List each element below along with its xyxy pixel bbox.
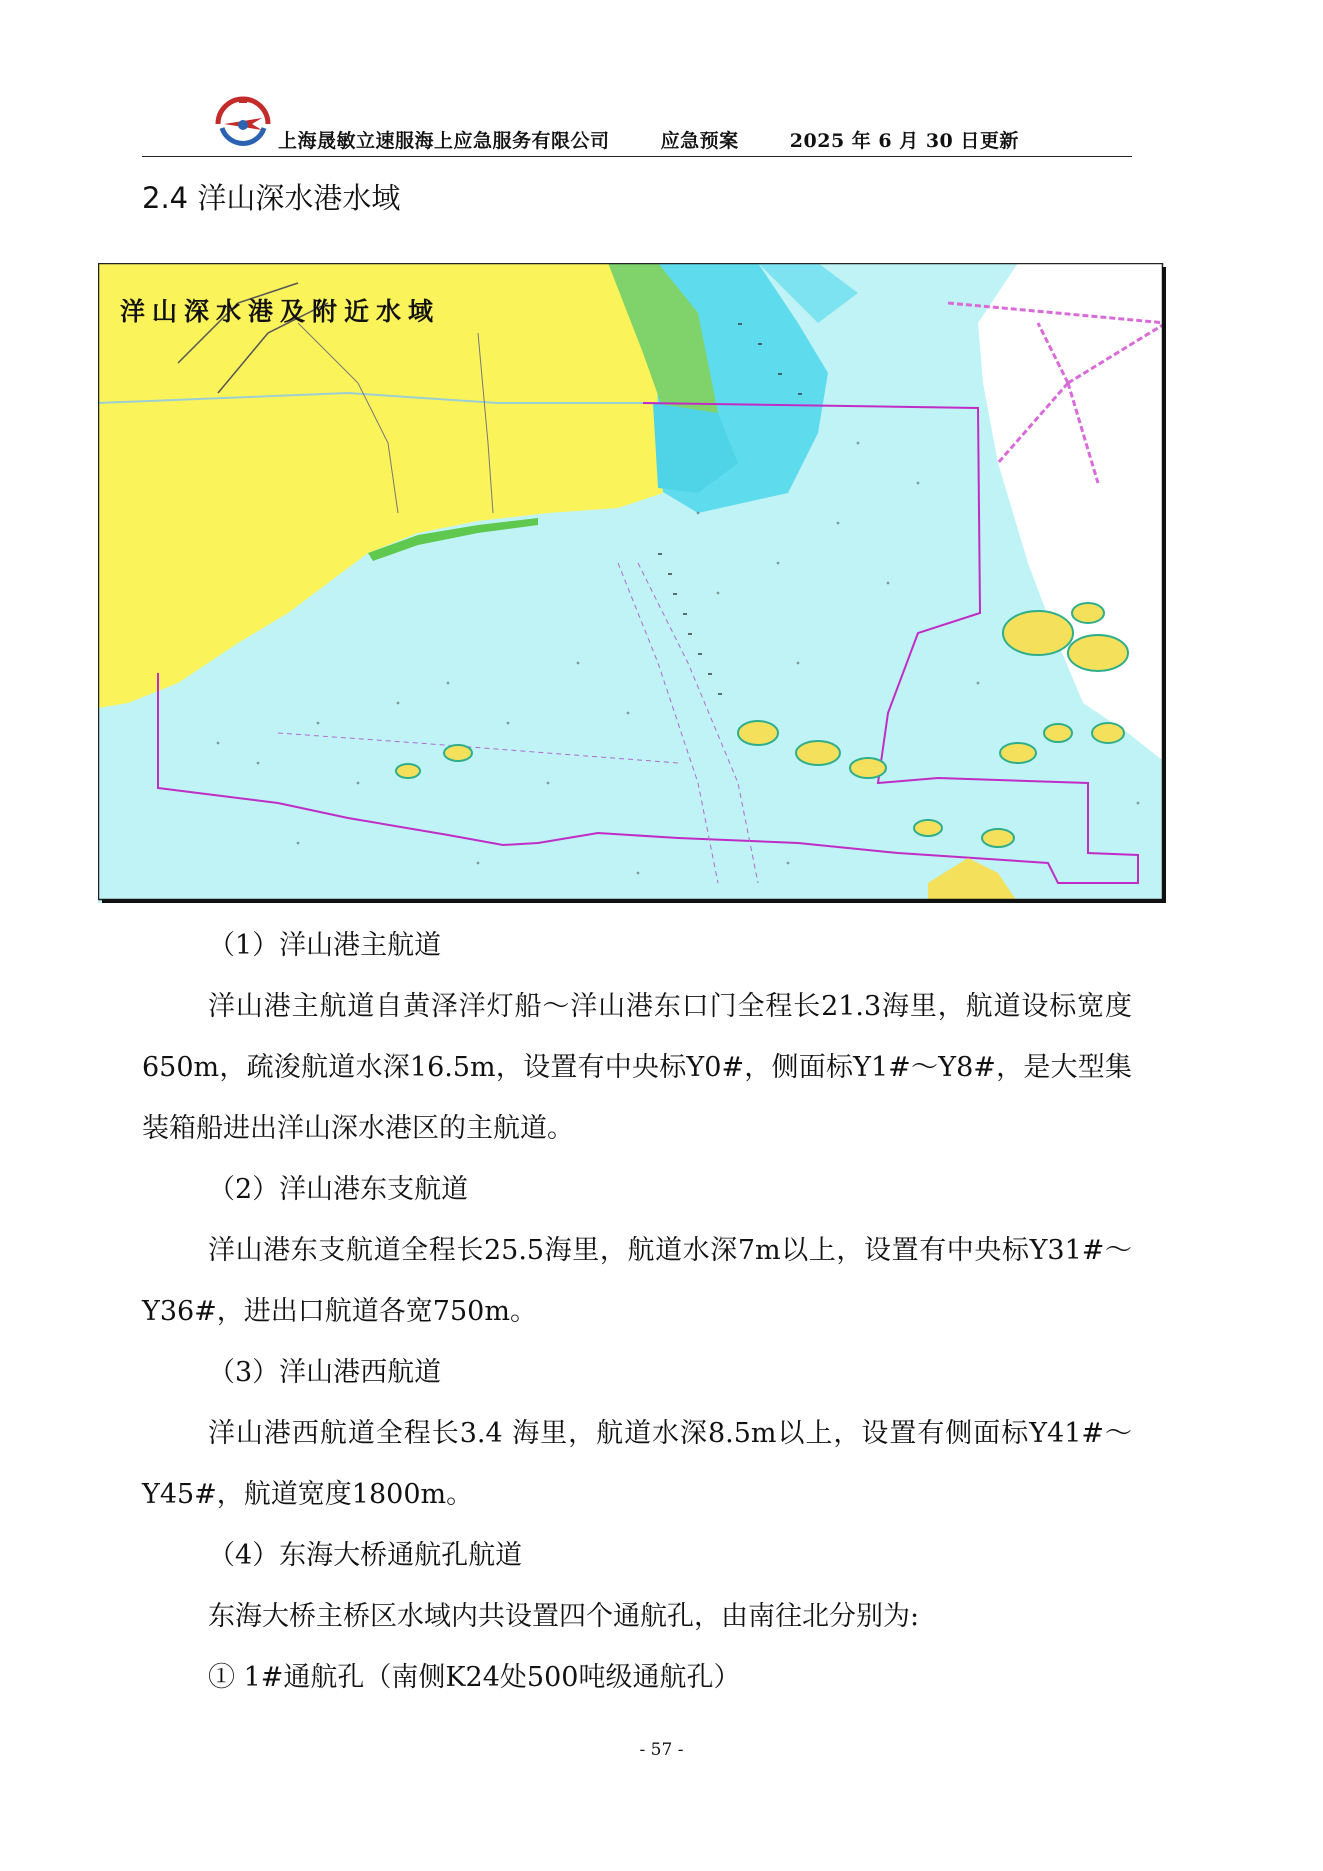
- heading-east-branch: （2）洋山港东支航道: [208, 1174, 469, 1205]
- section-title: 2.4 洋山深水港水域: [142, 181, 401, 215]
- paragraph-main-channel: 洋山港主航道自黄泽洋灯船～洋山港东口门全程长21.3海里，航道设标宽度650m，疏浚航道水深16.5m，设置有中央标Y0#，侧面标Y1#～Y8#，是大型集装箱船进出洋山深水港区的主航道。: [142, 991, 1132, 1144]
- header-company: 上海晟敏立速服海上应急服务有限公司: [278, 130, 610, 152]
- page-number: - 57 -: [639, 1740, 684, 1760]
- paragraph-bridge-channel: 东海大桥主桥区水域内共设置四个通航孔，由南往北分别为:: [208, 1601, 920, 1632]
- list-item-navigation-hole-1: ① 1#通航孔（南侧K24处500吨级通航孔）: [208, 1662, 741, 1693]
- body-text: [142, 915, 1132, 1708]
- map-title: 洋山深水港及附近水域: [120, 297, 441, 326]
- page-header: [142, 86, 1132, 158]
- nautical-chart-figure: [98, 263, 1166, 903]
- heading-bridge-channel: （4）东海大桥通航孔航道: [208, 1540, 523, 1571]
- header-text: [278, 126, 1019, 153]
- header-doc-type: 应急预案: [660, 130, 739, 152]
- paragraph-east-branch: 洋山港东支航道全程长25.5海里，航道水深7m以上，设置有中央标Y31#～Y36#，进出口航道各宽750m。: [142, 1235, 1132, 1327]
- paragraph-west-channel: 洋山港西航道全程长3.4 海里，航道水深8.5m以上，设置有侧面标Y41#～Y45#，航道宽度1800m。: [142, 1418, 1132, 1510]
- heading-main-channel: （1）洋山港主航道: [208, 930, 442, 961]
- heading-west-channel: （3）洋山港西航道: [208, 1357, 442, 1388]
- company-logo-icon: [212, 94, 274, 156]
- header-rule: [142, 156, 1132, 157]
- header-updated: 2025 年 6 月 30 日更新: [789, 130, 1019, 152]
